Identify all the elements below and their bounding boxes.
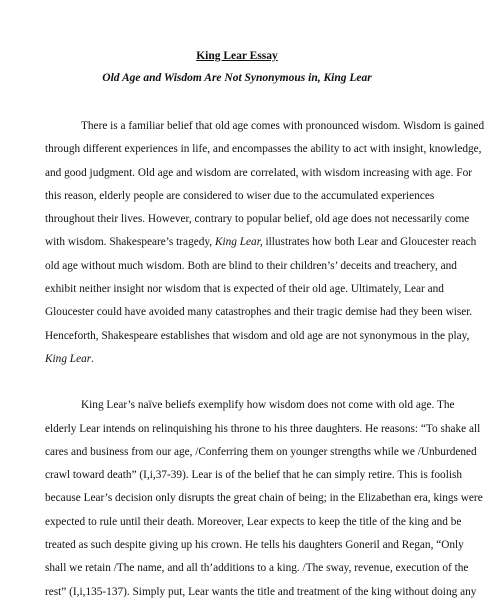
essay-subtitle: Old Age and Wisdom Are Not Synonymous in, King Lear (102, 72, 372, 84)
text-line: and good judgment. Old age and wisdom are correlated, with wisdom increasing with age. For (45, 166, 472, 179)
play-title-italic: King Lear, (214, 236, 263, 249)
text-line: Henceforth, Shakespeare establishes that wisdom and old age are not synonymous in the play, (45, 329, 470, 342)
text-line: expected to rule until their death. Moreover, Lear expects to keep the title of the king and be (45, 515, 462, 528)
essay-body (45, 115, 484, 604)
text-line: through different experiences in life, and encompasses the ability to act with insight, knowledge, (45, 143, 482, 156)
text-line: elderly Lear intends on relinquishing his throne to his three daughters. He reasons: “To shake all (45, 422, 481, 435)
text-line: crawl toward death” (I,i,37-39). Lear is of the belief that he can simply retire. This is foolish (45, 469, 463, 482)
text-line: There is a familiar belief that old age comes with pronounced wisdom. Wisdom is gained (81, 120, 484, 132)
text-line: treated as such despite giving up his crown. He tells his daughters Goneril and Regan, “Only (45, 539, 464, 552)
text-line: this reason, elderly people are considered to wiser due to the accumulated experiences (45, 189, 435, 202)
essay-title: King Lear Essay (196, 50, 278, 62)
text-run: . (91, 352, 94, 365)
text-line (45, 348, 429, 371)
text-line: cares and business from our age, /Conferring them on younger strengths while we /Unburdened (45, 445, 477, 458)
text-line: throughout their lives. However, contrary to popular belief, old age does not necessarily come (45, 213, 470, 226)
text-line: King Lear’s naïve beliefs exemplify how wisdom does not come with old age. The (81, 399, 455, 412)
text-run: with wisdom. Shakespeare’s tragedy, (45, 236, 215, 249)
paragraph-2 (45, 394, 483, 604)
text-line: because Lear’s decision only disrupts the great chain of being; in the Elizabethan era, kings were (45, 492, 483, 505)
text-line (45, 231, 477, 254)
paragraph-1 (45, 115, 484, 371)
text-line: Gloucester could have avoided many catastrophes and their tragic demise had they been wiser. (45, 306, 473, 319)
text-line: exhibit neither insight nor wisdom that is expected of their old age. Ultimately, Lear and (45, 283, 444, 296)
text-line: shall we retain /The name, and all th’additions to a king. /The sway, revenue, execution of the (45, 562, 469, 575)
text-run: illustrates how both Lear and Gloucester reach (262, 236, 477, 249)
text-line: rest” (I,i,135-137). Simply put, Lear wants the title and treatment of the king without doing any (45, 585, 477, 598)
play-title-italic: King Lear (45, 352, 92, 365)
paragraph-gap (45, 371, 429, 394)
text-line: old age without much wisdom. Both are blind to their children’s’ deceits and treachery, and (45, 259, 457, 272)
